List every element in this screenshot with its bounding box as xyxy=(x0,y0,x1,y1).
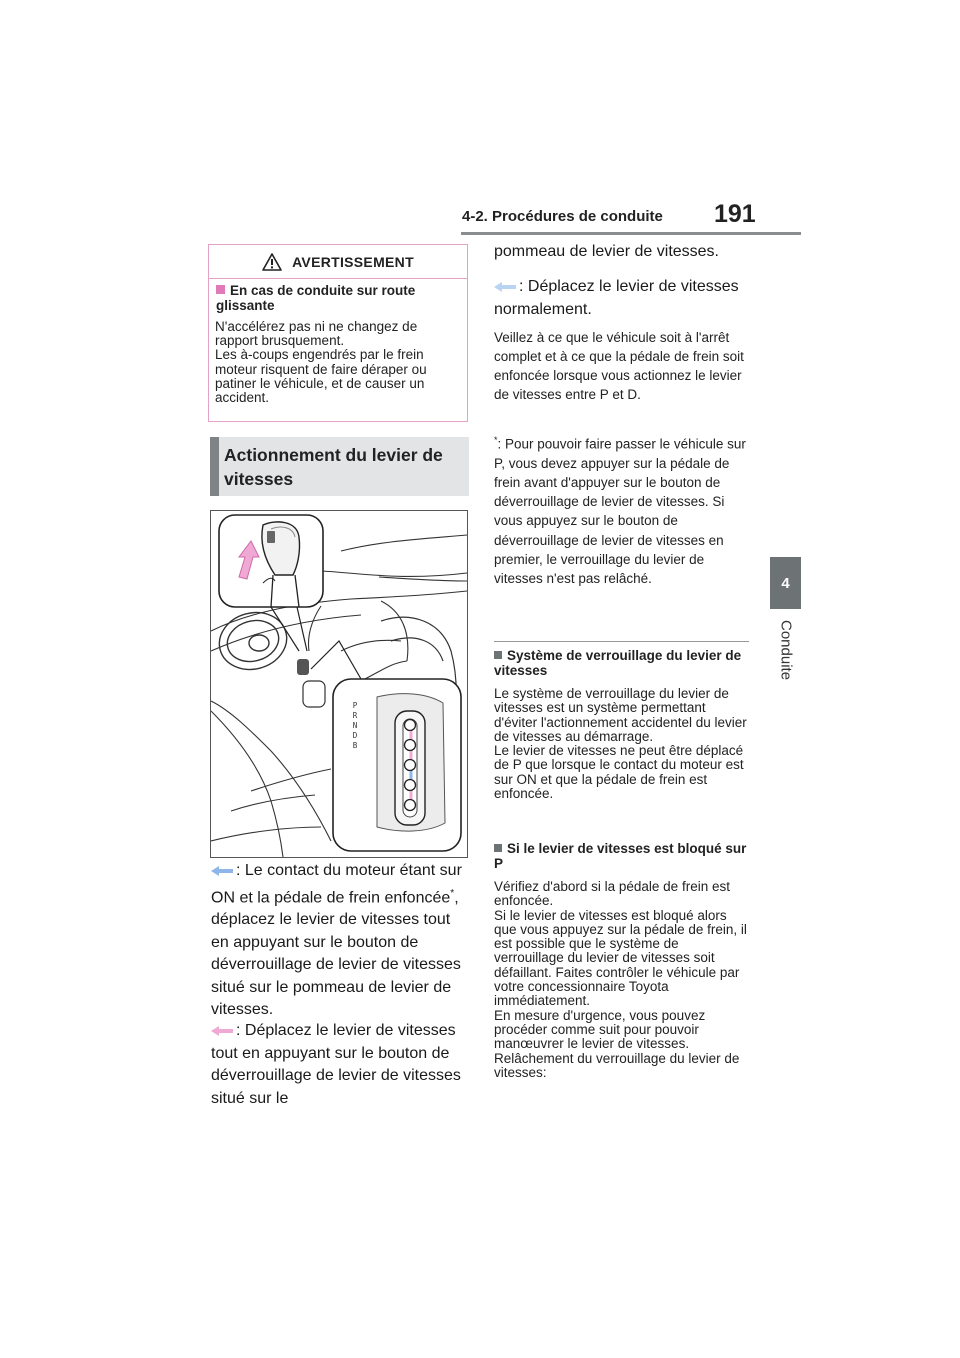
shift-lever-illustration xyxy=(210,510,468,858)
gray-square-bullet-icon xyxy=(494,844,502,852)
car-interior-drawing xyxy=(211,511,467,857)
gear-letter: B xyxy=(352,741,358,750)
section-heading xyxy=(210,437,469,496)
gear-letters xyxy=(353,701,358,750)
subsection-body-1: Le système de verrouillage du levier de vitesses est un système permettant d'éviter l'actionnement accidentel du levier de vitesses au démarrage. Le levier de vitesses ne peut être déplacé de P que lorsque le contact du moteur est sur ON et que la pédale de frein est enfoncée. xyxy=(494,686,747,802)
gear-gate-callout xyxy=(311,641,461,851)
warning-subtitle: En cas de conduite sur route glissante xyxy=(216,283,416,313)
warning-body: N'accélérez pas ni ne changez de rapport brusquement. Les à-coups engendrés par le frein moteur risquent de faire déraper ou patiner le véhicule, et de causer un accident. xyxy=(215,319,427,406)
page-number: 191 xyxy=(714,200,756,228)
subsection-title-1: Système de verrouillage du levier de vitesses xyxy=(494,648,742,678)
instruction-para-2-cont: pommeau de levier de vitesses. xyxy=(494,243,719,260)
warning-box xyxy=(208,244,468,422)
warning-title: AVERTISSEMENT xyxy=(292,253,414,270)
subsection-body-2: Vérifiez d'abord si la pédale de frein est enfoncée. Si le levier de vitesses est bloqué alors que vous appuyez sur la pédale de frein, il est possible que le système de verrouillage du levier de vitesses soit défaillant. Faites contrôler le véhicule par votre concessionnaire Toyota immédiatement. En mesure d'urgence, vous pouvez procéder comme suit pour pouvoir manœuvrer le levier de vitesses. Relâchement du verrouillage du levier de vitesses: xyxy=(494,879,747,1080)
blue-arrow-icon xyxy=(211,866,233,876)
instruction-para-1: : Le contact du moteur étant sur ON et la pédale de frein enfoncée*, déplacez le levier de vitesses tout en appuyant sur le bouton de déverrouillage de levier de vitesses situé sur le pommeau de levier de vitesses. xyxy=(211,862,462,1019)
header-rule xyxy=(461,232,801,235)
running-header-section: 4-2. Procédures de conduite xyxy=(462,208,663,225)
chapter-number: 4 xyxy=(781,574,790,592)
section-heading-bar xyxy=(210,437,219,496)
subsection-title-2: Si le levier de vitesses est bloqué sur P xyxy=(494,841,747,871)
warning-header xyxy=(209,245,467,279)
section-heading-text: Actionnement du levier de vitesses xyxy=(224,445,443,489)
subsection-rule xyxy=(494,641,749,642)
steering-wheel xyxy=(213,605,293,677)
pink-square-bullet-icon xyxy=(216,285,225,294)
footnote: *: Pour pouvoir faire passer le véhicule sur P, vous devez appuyer sur la pédale de frein avant d'appuyer sur le bouton de déverrouillage de levier de vitesses. Si vous appuyez sur le bouton de déverrouillage de levier de vitesses en premier, le verrouillage du levier de vitesses n'est pas relâché. xyxy=(494,435,746,586)
instruction-para-2: : Déplacez le levier de vitesses tout en appuyant sur le bouton de déverrouillage de levier de vitesses situé sur le xyxy=(211,1022,461,1107)
chapter-label-text: Conduite xyxy=(777,620,795,681)
pink-arrow-icon xyxy=(211,1026,233,1036)
note-paragraph: Veillez à ce que le véhicule soit à l'arrêt complet et à ce que la pédale de frein soit enfoncée lorsque vous actionnez le levier de vitesses entre P et D. xyxy=(494,330,744,402)
gear-letter: P xyxy=(352,701,358,710)
gray-square-bullet-icon xyxy=(494,651,502,659)
console-detail xyxy=(297,659,325,707)
warning-triangle-icon xyxy=(262,253,282,271)
gear-letter: R xyxy=(352,711,358,720)
chapter-tab xyxy=(770,557,801,609)
light-blue-arrow-icon xyxy=(494,282,516,292)
gear-letter: D xyxy=(352,731,358,740)
chapter-label xyxy=(771,620,801,730)
gear-letter: N xyxy=(352,721,358,730)
instruction-para-3: : Déplacez le levier de vitesses normalement. xyxy=(494,278,739,318)
